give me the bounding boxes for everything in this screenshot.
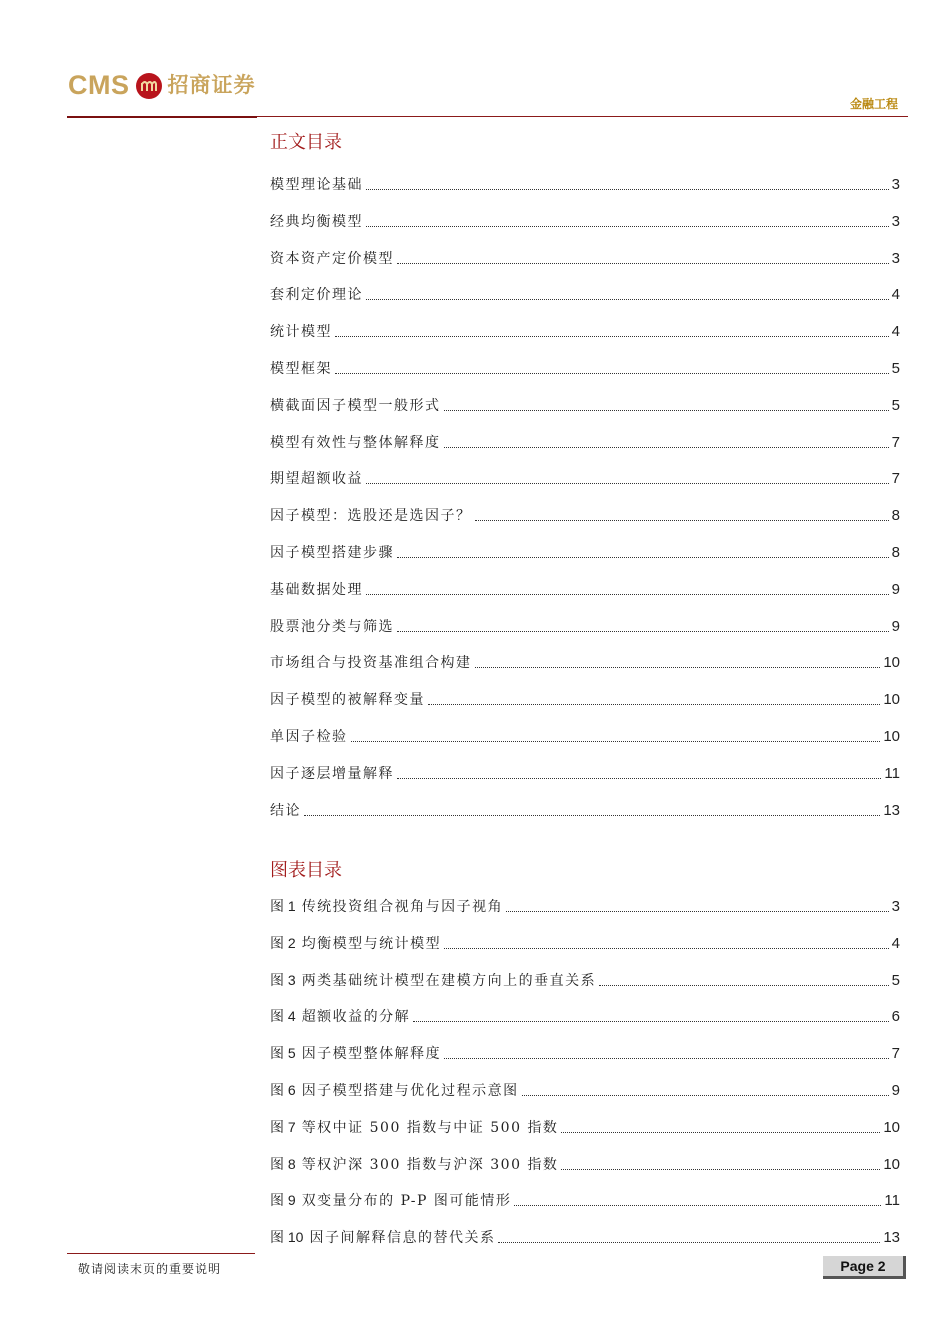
dot-leader	[351, 741, 881, 742]
toc-entry[interactable]	[270, 1118, 900, 1138]
toc-entry[interactable]	[270, 285, 900, 305]
toc-entry-page: 6	[891, 1008, 900, 1026]
toc-entry[interactable]	[270, 1155, 900, 1175]
toc-entry-page: 5	[891, 360, 900, 377]
dot-leader	[444, 447, 889, 448]
figure-title: 双变量分布的 P-P 图可能情形	[301, 1193, 512, 1210]
toc-entry-page: 9	[891, 580, 900, 598]
toc-main-title: 正文目录	[270, 132, 342, 153]
toc-entry-page: 5	[891, 396, 900, 414]
dot-leader	[444, 410, 889, 411]
logo-text-en: CMS	[68, 70, 130, 100]
toc-entry-label: 市场组合与投资基准组合构建	[270, 655, 472, 672]
dot-leader	[413, 1021, 888, 1022]
toc-entry-page: 13	[883, 1229, 900, 1247]
toc-entry[interactable]	[270, 249, 900, 269]
toc-entry[interactable]	[270, 690, 900, 710]
dot-leader	[397, 557, 889, 558]
toc-entry[interactable]	[270, 617, 900, 637]
toc-entry-page: 3	[891, 898, 900, 915]
toc-entry[interactable]	[270, 469, 900, 489]
toc-entry[interactable]	[270, 764, 900, 784]
toc-entry-label: 因子逐层增量解释	[270, 765, 394, 782]
figure-number: 图 9	[270, 1192, 296, 1209]
toc-entry[interactable]	[270, 897, 900, 917]
toc-entry-page: 5	[891, 971, 900, 989]
toc-entry[interactable]	[270, 1007, 900, 1027]
dot-leader	[498, 1242, 880, 1243]
dot-leader	[366, 226, 889, 227]
dot-leader	[397, 631, 889, 632]
toc-entry[interactable]	[270, 801, 900, 821]
figure-title: 超额收益的分解	[301, 1009, 411, 1026]
dot-leader	[397, 778, 881, 779]
toc-entry[interactable]	[270, 543, 900, 563]
logo-text-cn: 招商证券	[167, 73, 256, 97]
toc-entry[interactable]	[270, 1191, 900, 1211]
toc-entry[interactable]	[270, 506, 900, 526]
toc-entry[interactable]	[270, 175, 900, 195]
figure-title: 等权沪深 300 指数与沪深 300 指数	[301, 1156, 559, 1173]
toc-entry-page: 4	[891, 934, 900, 952]
toc-entry-label: 结论	[270, 802, 301, 819]
toc-entry-label: 统计模型	[270, 324, 332, 341]
toc-entry-label	[270, 1117, 558, 1138]
toc-entry-page: 9	[891, 1082, 900, 1099]
toc-entry-label	[270, 1227, 495, 1248]
toc-entry-page: 10	[883, 691, 900, 709]
toc-entry-label	[270, 1006, 410, 1027]
dot-leader	[335, 373, 889, 374]
dot-leader	[444, 948, 888, 949]
toc-entry-label	[270, 1080, 519, 1101]
dot-leader	[475, 520, 889, 521]
toc-entry-label: 单因子检验	[270, 729, 348, 745]
toc-entry-label	[270, 896, 503, 917]
figure-number: 图 5	[270, 1045, 296, 1062]
toc-entry[interactable]	[270, 653, 900, 673]
toc-entry-page: 10	[883, 1155, 900, 1173]
toc-figures-title: 图表目录	[270, 860, 342, 881]
dot-leader	[335, 336, 889, 337]
dot-leader	[397, 263, 889, 264]
toc-entry-label: 期望超额收益	[270, 471, 363, 488]
toc-entry-page: 8	[891, 544, 900, 561]
toc-entry[interactable]	[270, 934, 900, 954]
dot-leader	[444, 1058, 888, 1059]
department-label: 金融工程	[849, 97, 898, 111]
dot-leader	[599, 985, 888, 986]
figure-number: 图 3	[270, 971, 296, 988]
company-logo	[68, 72, 256, 99]
dot-leader	[366, 483, 889, 484]
toc-entry-page: 10	[883, 728, 900, 745]
toc-entry-page: 11	[884, 1192, 900, 1210]
toc-entry[interactable]	[270, 433, 900, 453]
toc-entry-page: 7	[891, 433, 900, 451]
toc-entry-label	[270, 1043, 441, 1064]
toc-entry[interactable]	[270, 1228, 900, 1248]
dot-leader	[561, 1169, 880, 1170]
dot-leader	[304, 815, 880, 816]
dot-leader	[475, 667, 881, 668]
toc-entry-label: 基础数据处理	[270, 581, 363, 598]
figure-number: 图 10	[270, 1229, 304, 1246]
figure-number: 图 8	[270, 1155, 296, 1172]
toc-entry-label: 因子模型搭建步骤	[270, 545, 394, 561]
toc-entry-page: 11	[884, 764, 900, 782]
dot-leader	[514, 1205, 881, 1206]
toc-entry-label: 股票池分类与筛选	[270, 618, 394, 635]
toc-entry[interactable]	[270, 396, 900, 416]
toc-entry-label	[270, 1190, 511, 1211]
toc-entry-label: 因子模型：选股还是选因子？	[270, 508, 472, 525]
dot-leader	[366, 299, 889, 300]
toc-entry-label	[270, 1154, 558, 1175]
toc-entry-label: 套利定价理论	[270, 287, 363, 304]
dot-leader	[506, 911, 888, 912]
page-header	[0, 0, 950, 120]
toc-entry[interactable]	[270, 1044, 900, 1064]
toc-entry[interactable]	[270, 1081, 900, 1101]
page-number-badge: Page 2	[823, 1256, 906, 1279]
dot-leader	[428, 704, 880, 705]
toc-entry[interactable]	[270, 212, 900, 232]
dot-leader	[522, 1095, 889, 1096]
toc-entry[interactable]	[270, 971, 900, 991]
toc-entry-label	[270, 970, 596, 991]
figure-number: 图 2	[270, 934, 296, 951]
figure-title: 因子模型整体解释度	[301, 1046, 442, 1063]
toc-entry-label: 模型框架	[270, 361, 332, 377]
toc-entry-page: 4	[891, 286, 900, 304]
toc-entry-page: 13	[883, 801, 900, 819]
toc-entry[interactable]	[270, 580, 900, 600]
toc-entry[interactable]	[270, 322, 900, 342]
toc-entry-label: 资本资产定价模型	[270, 250, 394, 267]
toc-entry-label	[270, 933, 441, 954]
toc-entry-page: 3	[891, 176, 900, 193]
header-divider-accent	[67, 116, 257, 118]
footer-disclaimer-note: 敬请阅读末页的重要说明	[78, 1262, 222, 1276]
dot-leader	[366, 189, 889, 190]
figure-title: 两类基础统计模型在建模方向上的垂直关系	[301, 972, 597, 989]
toc-entry-page: 10	[883, 654, 900, 672]
figure-number: 图 7	[270, 1118, 296, 1135]
footer-divider	[67, 1253, 255, 1254]
toc-entry-label: 横截面因子模型一般形式	[270, 397, 441, 414]
figure-number: 图 4	[270, 1008, 296, 1025]
toc-entry-label: 经典均衡模型	[270, 213, 363, 230]
toc-entry-page: 7	[891, 1045, 900, 1063]
toc-entry-page: 8	[891, 507, 900, 525]
toc-entry-page: 3	[891, 212, 900, 230]
toc-entry-page: 7	[891, 470, 900, 488]
toc-entry-page: 10	[883, 1118, 900, 1136]
toc-entry[interactable]	[270, 727, 900, 747]
toc-entry-label: 模型理论基础	[270, 177, 363, 193]
toc-entry-page: 4	[891, 323, 900, 341]
figure-title: 因子间解释信息的替代关系	[309, 1230, 496, 1247]
figure-title: 均衡模型与统计模型	[301, 935, 442, 952]
toc-entry-page: 9	[891, 617, 900, 635]
dot-leader	[366, 594, 889, 595]
toc-entry[interactable]	[270, 359, 900, 379]
figure-title: 等权中证 500 指数与中证 500 指数	[301, 1119, 559, 1136]
toc-entry-page: 3	[891, 249, 900, 267]
toc-entry-label: 模型有效性与整体解释度	[270, 434, 441, 451]
figure-number: 图 6	[270, 1082, 296, 1098]
figure-number: 图 1	[270, 898, 296, 914]
logo-emblem-icon	[136, 73, 162, 99]
figure-title: 因子模型搭建与优化过程示意图	[301, 1083, 519, 1099]
toc-entry-label: 因子模型的被解释变量	[270, 692, 425, 709]
dot-leader	[561, 1132, 880, 1133]
figure-title: 传统投资组合视角与因子视角	[301, 899, 504, 915]
